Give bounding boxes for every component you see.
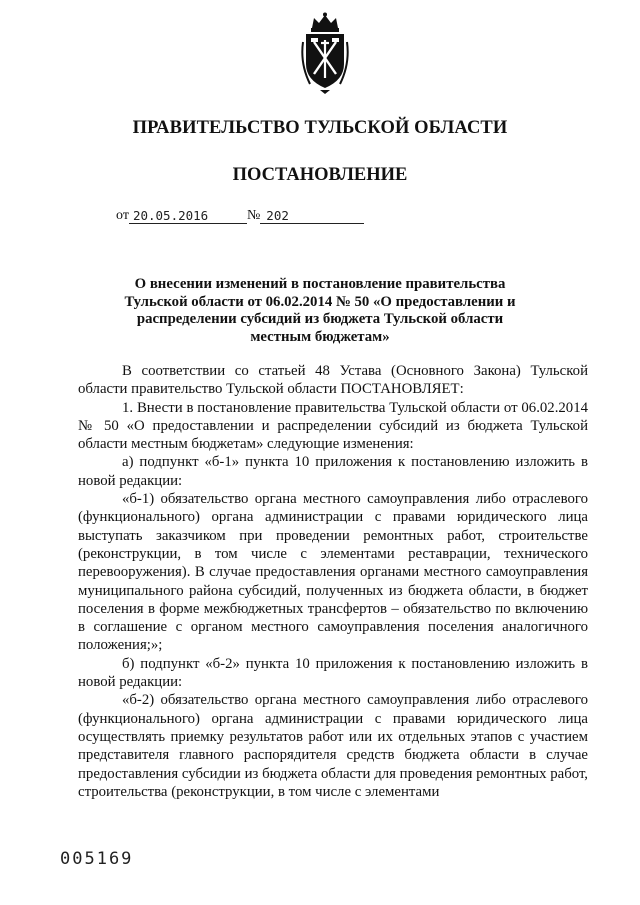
serial-number: 005169 xyxy=(60,849,134,869)
body-paragraph: а) подпункт «б-1» пункта 10 приложения к постановлению изложить в новой редакции: xyxy=(78,454,588,489)
from-label: от xyxy=(116,208,129,223)
decree-date: 20.05.2016 xyxy=(129,208,247,224)
tula-coat-of-arms-emblem xyxy=(300,12,350,94)
subject-line: Тульской области от 06.02.2014 № 50 «О предоставлении и xyxy=(124,293,516,310)
subject-line: О внесении изменений в постановление правительства xyxy=(134,276,506,292)
body-paragraph: «б-1) обязательство органа местного самоуправления либо отраслевого (функционального) органа администрации с правами юридического лица выступать заказчиком при проведении ремонтных работ, строительстве (реконструкции, в том числе с элементами реставрации, технического перевооружения). В случае предоставления органами местного самоуправления муниципального района субсидий, полученных из бюджета области, в бюджет поселения в форме межбюджетных трансфертов – обязательство по включению в соглашение с органом местного самоуправления поселения аналогичного положения;»; xyxy=(78,491,588,654)
subject-line: местным бюджетам» xyxy=(250,328,390,345)
government-title: ПРАВИТЕЛЬСТВО ТУЛЬСКОЙ ОБЛАСТИ xyxy=(132,118,508,138)
body-paragraph: 1. Внести в постановление правительства Тульской области от 06.02.2014 № 50 «О предоставлении и распределении субсидий из бюджета Тульской области местным бюджетам» следующие изменения: xyxy=(78,399,588,453)
date-number-line xyxy=(116,208,364,224)
decree-body xyxy=(78,362,588,801)
document-type-title: ПОСТАНОВЛЕНИЕ xyxy=(232,165,408,185)
subject-line: распределении субсидий из бюджета Тульской области xyxy=(136,311,504,327)
body-paragraph: б) подпункт «б-2» пункта 10 приложения к постановлению изложить в новой редакции: xyxy=(78,655,588,691)
body-paragraph: «б-2) обязательство органа местного самоуправления либо отраслевого (функционального) органа администрации с правами юридического лица осуществлять приемку результатов работ или их отдельных этапов с участием представителя главного распорядителя средств бюджета области в случае предоставления субсидии из бюджета области для проведения ремонтных работ, строительства (реконструкции, в том числе с элементами xyxy=(78,692,588,800)
number-label: № xyxy=(246,208,261,223)
decree-number: 202 xyxy=(260,208,364,224)
decree-subject xyxy=(110,276,530,346)
body-paragraph: В соответствии со статьей 48 Устава (Основного Закона) Тульской области правительство Тульской области ПОСТАНОВЛЯЕТ: xyxy=(78,363,588,398)
